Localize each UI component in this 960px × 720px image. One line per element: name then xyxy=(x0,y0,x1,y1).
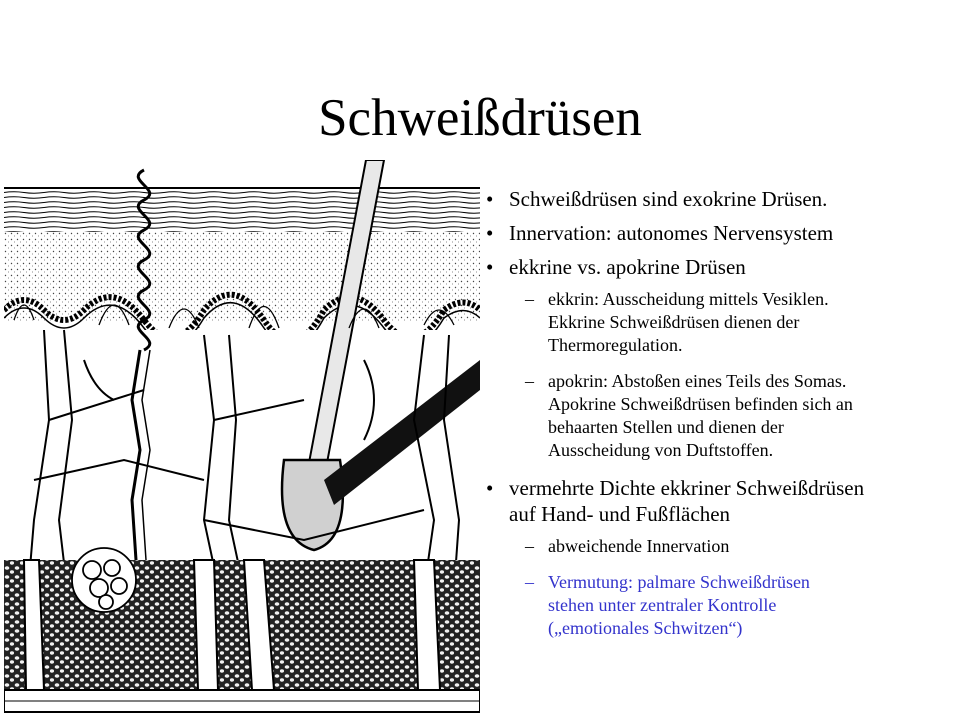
bullet-item xyxy=(486,254,958,462)
bullet-marker: • xyxy=(486,476,494,500)
bullet-line: vermehrte Dichte ekkriner Schweißdrüsen xyxy=(509,476,865,500)
sub-bullet-item xyxy=(509,288,958,357)
bullet-item xyxy=(486,475,958,640)
sub-bullet-list xyxy=(509,535,958,640)
bullet-marker: • xyxy=(486,255,494,279)
sub-bullet-marker: – xyxy=(525,371,534,391)
skin-cross-section-illustration xyxy=(4,160,480,720)
bullet-item xyxy=(486,186,958,212)
sub-bullet-item-highlight xyxy=(509,571,958,640)
sub-bullet-item xyxy=(509,370,958,462)
sub-bullet-marker: – xyxy=(525,536,534,556)
bullet-text: ekkrine vs. apokrine Drüsen xyxy=(509,255,746,279)
sub-bullet-line: Ausscheidung von Duftstoffen. xyxy=(548,440,774,460)
bullet-text: Innervation: autonomes Nervensystem xyxy=(509,221,834,245)
sub-bullet-line: Vermutung: palmare Schweißdrüsen xyxy=(548,572,810,592)
page-title: Schweißdrüsen xyxy=(318,89,642,147)
sub-bullet-marker: – xyxy=(525,572,534,592)
sub-bullet-line: stehen unter zentraler Kontrolle xyxy=(548,595,777,615)
bullet-list xyxy=(486,186,958,653)
bullet-marker: • xyxy=(486,221,494,245)
sub-bullet-line: behaarten Stellen und dienen der xyxy=(548,417,784,437)
sub-bullet-line: abweichende Innervation xyxy=(548,536,730,556)
bullet-item xyxy=(486,220,958,246)
sub-bullet-line: ekkrin: Ausscheidung mittels Vesiklen. xyxy=(548,289,829,309)
sub-bullet-line: („emotionales Schwitzen“) xyxy=(548,618,743,638)
bullet-line: auf Hand- und Fußflächen xyxy=(509,502,731,526)
bullet-text: Schweißdrüsen sind exokrine Drüsen. xyxy=(509,187,828,211)
sub-bullet-item xyxy=(509,535,958,558)
sub-bullet-list xyxy=(509,288,958,462)
bullet-marker: • xyxy=(486,187,494,211)
sub-bullet-line: apokrin: Abstoßen eines Teils des Somas. xyxy=(548,371,847,391)
sub-bullet-line: Thermoregulation. xyxy=(548,335,683,355)
sub-bullet-line: Apokrine Schweißdrüsen befinden sich an xyxy=(548,394,853,414)
sub-bullet-line: Ekkrine Schweißdrüsen dienen der xyxy=(548,312,800,332)
sub-bullet-marker: – xyxy=(525,289,534,309)
